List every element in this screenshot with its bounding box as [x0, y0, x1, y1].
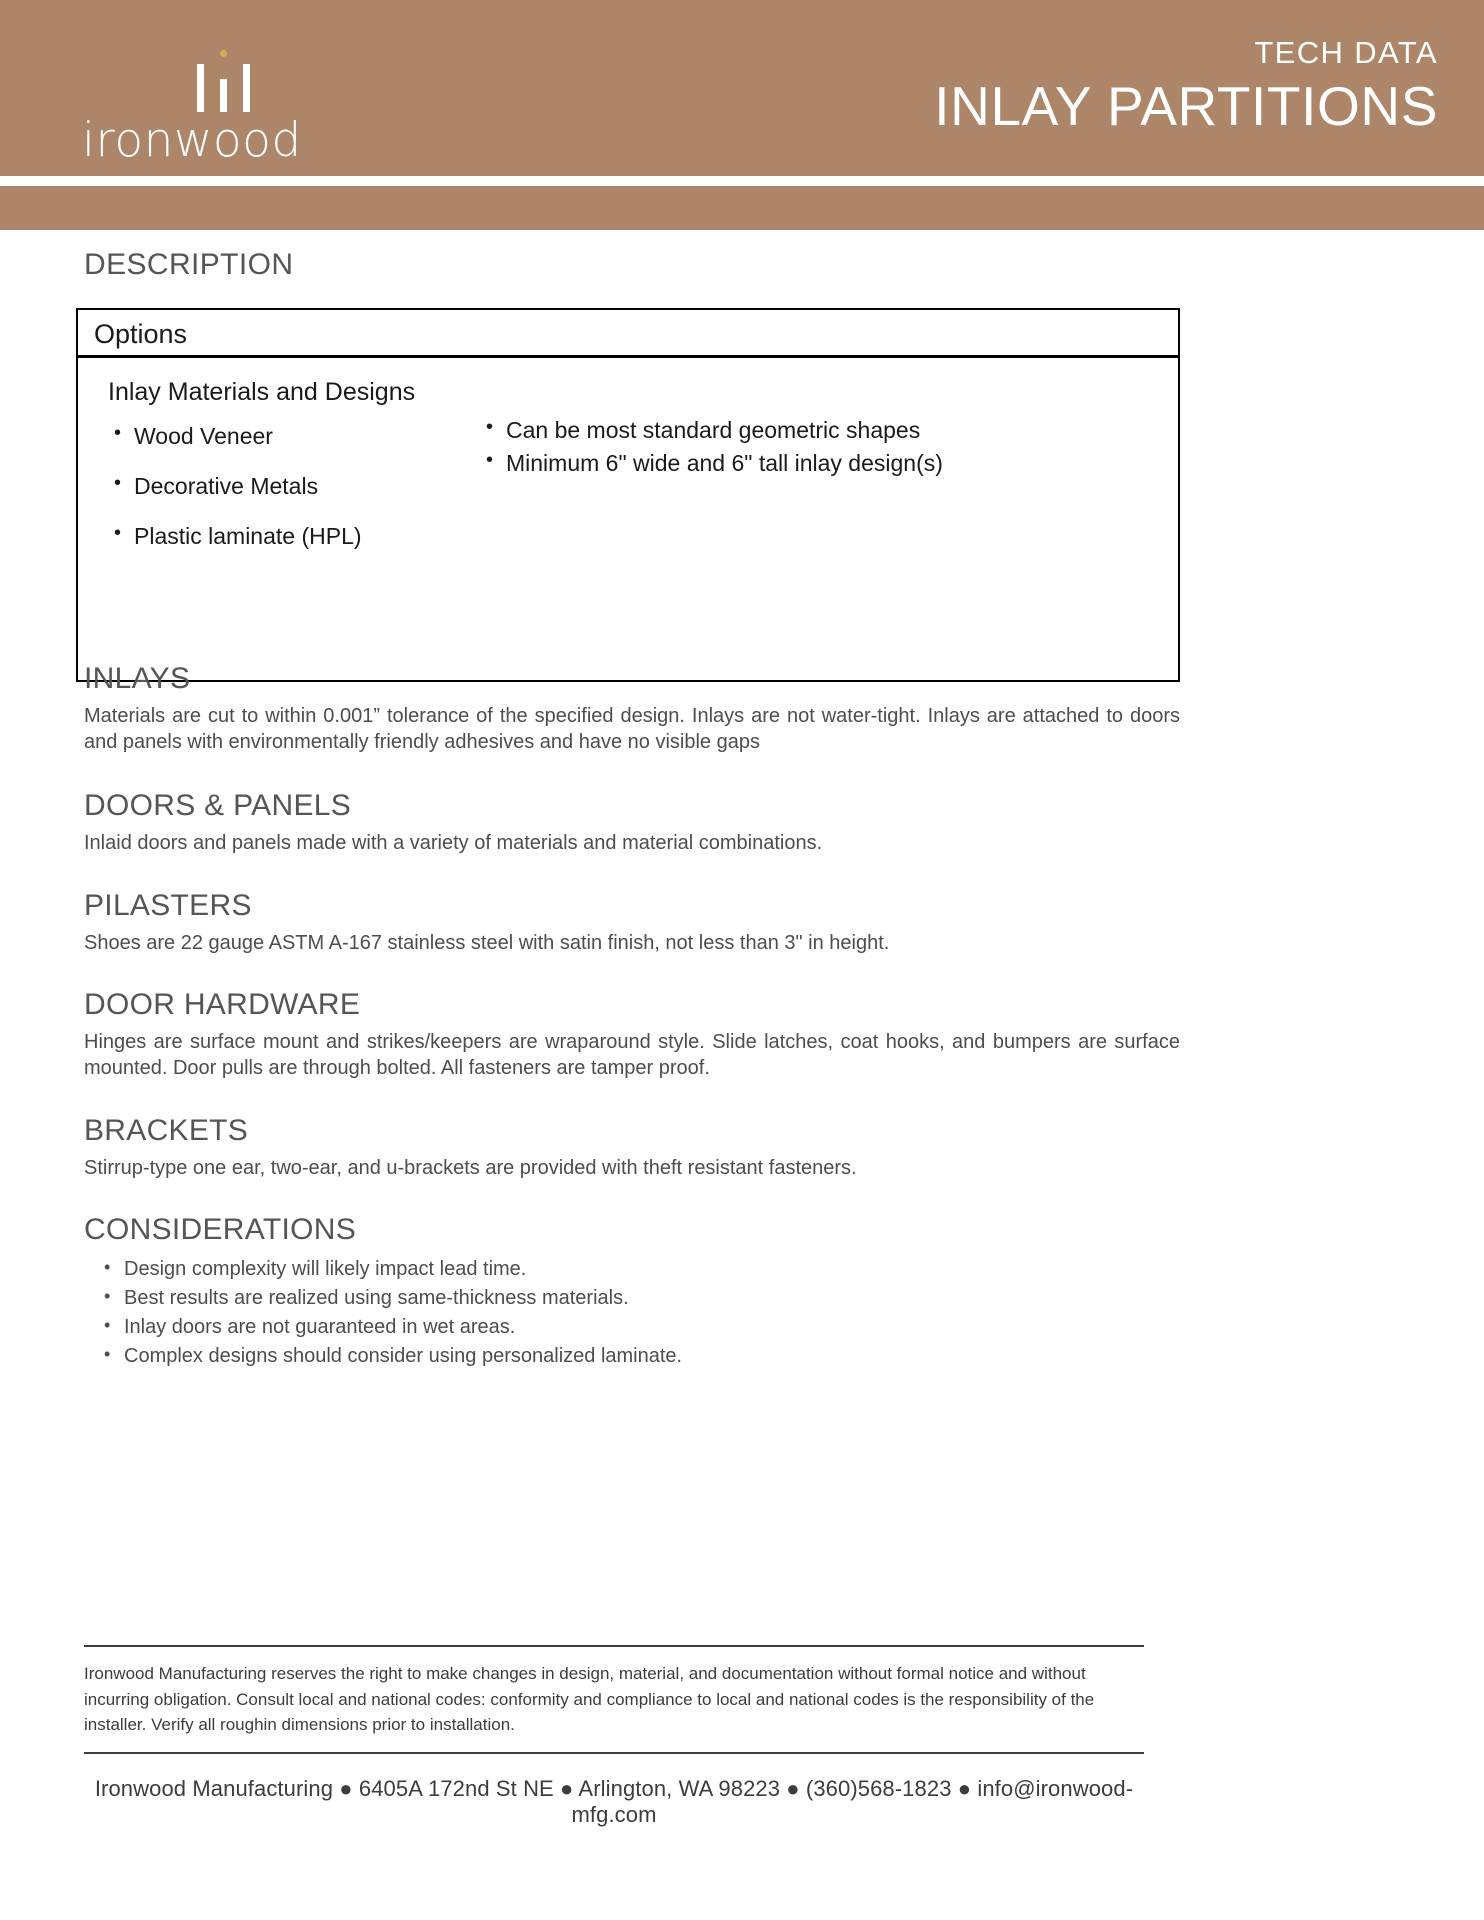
section-heading: DOOR HARDWARE	[84, 988, 361, 1022]
body-sections	[84, 662, 1180, 1371]
footer-disclaimer: Ironwood Manufacturing reserves the right to make changes in design, material, and documentation without formal notice and without incurring obligation. Consult local and national codes: conformity and compliance to local and national codes is the responsibility of the installer. Verify all roughin dimensions prior to installation.	[84, 1664, 1095, 1734]
section-door-hardware	[84, 988, 1180, 1081]
section-heading: INLAYS	[84, 662, 191, 695]
section-inlays	[84, 662, 1180, 755]
section-heading: DOORS & PANELS	[84, 789, 352, 823]
section-heading: CONSIDERATIONS	[84, 1213, 357, 1247]
options-table-header-label: Options	[94, 319, 188, 349]
list-item: • Wood Veneer	[94, 425, 514, 448]
section-body: Materials are cut to within 0.001” tolerance of the specified design. Inlays are not water-tight. Inlays are attached to doors and panels with environmentally friendly adhesives and have no visible gaps	[84, 705, 1180, 753]
footer-divider-bottom	[84, 1752, 1144, 1754]
logo-bar-right-icon	[243, 64, 250, 112]
list-item: • Can be most standard geometric shapes	[466, 419, 1106, 442]
page-footer	[84, 1645, 1180, 1828]
section-heading: PILASTERS	[84, 888, 252, 922]
list-item: • Complex designs should consider using personalized laminate.	[84, 1342, 1180, 1371]
document-kicker: TECH DATA	[1254, 35, 1438, 70]
logo-bar-middle-icon	[220, 79, 227, 112]
section-body: Inlaid doors and panels made with a variety of materials and material combinations.	[84, 832, 823, 855]
considerations-list	[84, 1255, 1180, 1371]
list-item: • Plastic laminate (HPL)	[94, 525, 514, 548]
inlay-materials-subheading: Inlay Materials and Designs	[108, 378, 416, 406]
section-pilasters	[84, 889, 1180, 957]
header-divider-gap	[0, 176, 1484, 186]
logo-bar-left-icon	[197, 64, 204, 112]
options-table-body	[78, 358, 1178, 680]
header-accent-stripe	[0, 186, 1484, 230]
list-item: • Decorative Metals	[94, 475, 514, 498]
header-titles	[934, 36, 1438, 138]
options-right-list	[466, 419, 1106, 485]
options-table	[76, 308, 1180, 682]
list-item: • Minimum 6" wide and 6" tall inlay design(s)	[466, 452, 1106, 475]
section-considerations	[84, 1213, 1180, 1371]
section-body: Hinges are surface mount and strikes/keepers are wraparound style. Slide latches, coat hooks, and bumpers are surface mounted. Door pulls are through bolted. All fasteners are tamper proof.	[84, 1031, 1180, 1079]
section-heading: BRACKETS	[84, 1113, 249, 1147]
footer-contact-line: Ironwood Manufacturing ● 6405A 172nd St NE ● Arlington, WA 98223 ● (360)568-1823 ● info@ironwood-mfg.com	[94, 1775, 1134, 1827]
list-item: • Design complexity will likely impact lead time.	[84, 1255, 1180, 1284]
list-item: • Best results are realized using same-thickness materials.	[84, 1284, 1180, 1313]
footer-divider-top	[84, 1645, 1144, 1647]
section-brackets	[84, 1114, 1180, 1182]
section-body: Shoes are 22 gauge ASTM A-167 stainless steel with satin finish, not less than 3" in height.	[84, 931, 890, 954]
section-doors-panels	[84, 789, 1180, 857]
section-body: Stirrup-type one ear, two-ear, and u-brackets are provided with theft resistant fasteners.	[84, 1156, 857, 1179]
options-table-header	[78, 310, 1178, 358]
brand-logo	[82, 50, 382, 190]
page-title: INLAY PARTITIONS	[934, 75, 1438, 138]
ironwood-logo-mark-icon	[185, 50, 265, 112]
logo-dot-icon	[220, 50, 227, 57]
brand-wordmark: ironwood	[82, 113, 302, 168]
list-item: • Inlay doors are not guaranteed in wet areas.	[84, 1313, 1180, 1342]
description-heading: DESCRIPTION	[84, 248, 294, 281]
options-left-list	[94, 425, 514, 575]
